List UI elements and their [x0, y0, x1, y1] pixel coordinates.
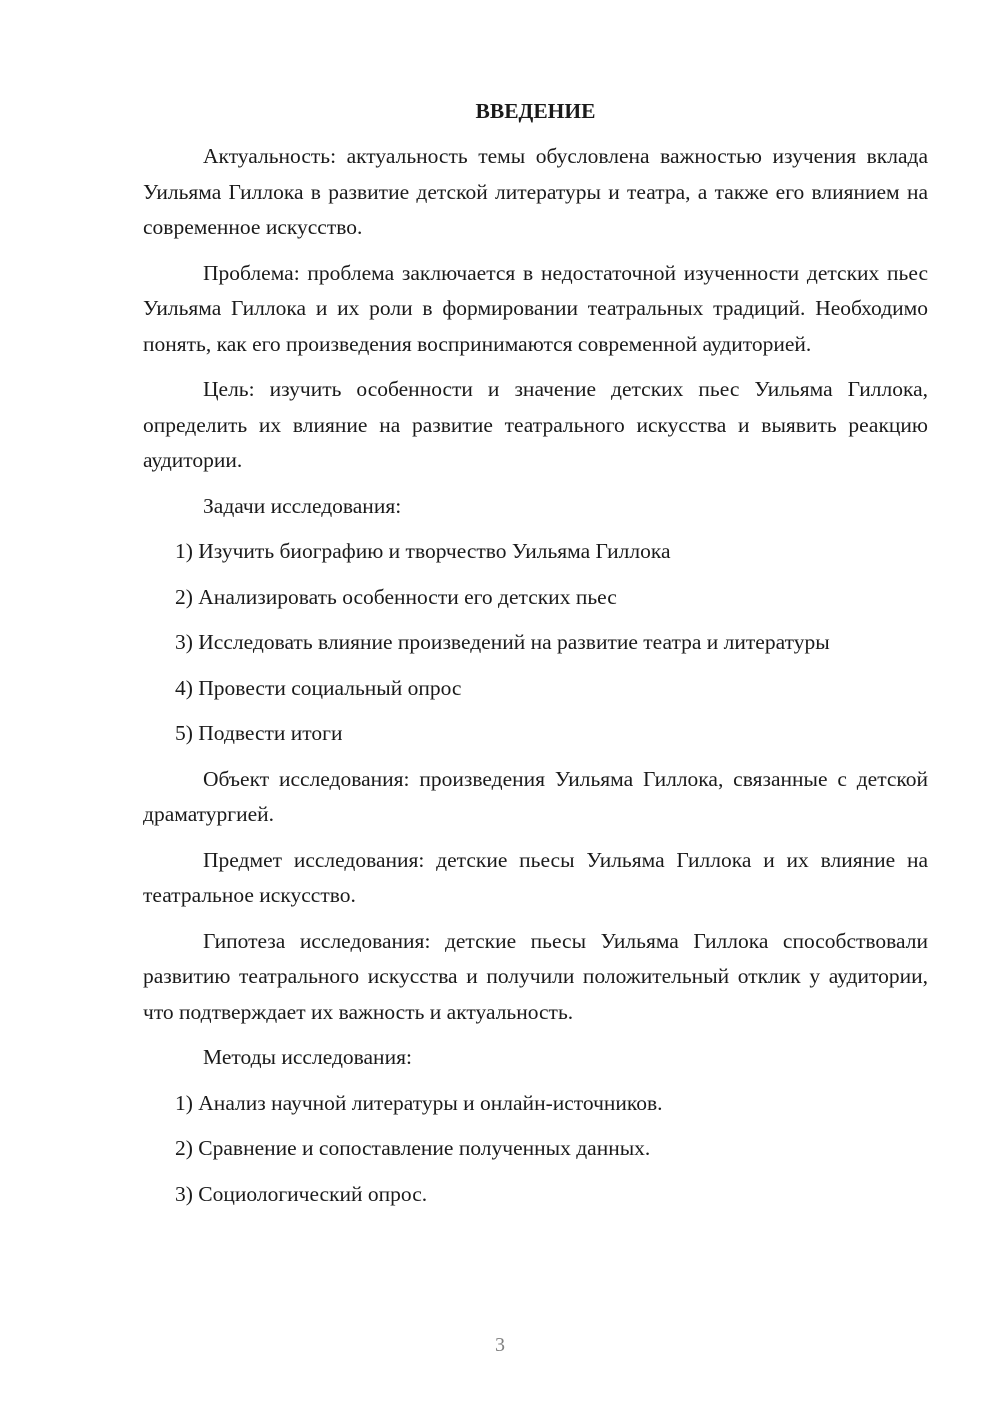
object-paragraph: Объект исследования: произведения Уильяма Гиллока, связанные с детской драматургией.: [143, 766, 928, 826]
page-number: 3: [495, 1334, 505, 1356]
document-page: [143, 96, 928, 1222]
task-item-5: 5) Подвести итоги: [175, 721, 343, 745]
section-heading: ВВЕДЕНИЕ: [475, 99, 596, 123]
subject-paragraph: Предмет исследования: детские пьесы Уильяма Гиллока и их влияние на театральное искусство.: [143, 847, 928, 907]
goal-paragraph: Цель: изучить особенности и значение детских пьес Уильяма Гиллока, определить их влияние на развитие театрального искусства и выявить реакцию аудитории.: [143, 377, 928, 472]
task-item-4: 4) Провести социальный опрос: [175, 675, 462, 700]
task-item-1: 1) Изучить биографию и творчество Уильяма Гиллока: [175, 539, 671, 563]
hypothesis-paragraph: Гипотеза исследования: детские пьесы Уильяма Гиллока способствовали развитию театрального искусства и получили положительный отклик у аудитории, что подтверждает их важность и актуальность.: [143, 928, 928, 1024]
problem-paragraph: Проблема: проблема заключается в недостаточной изученности детских пьес Уильяма Гиллока и их роли в формировании театральных традиций. Необходимо понять, как его произведения воспринимаются современной аудиторией.: [143, 260, 928, 356]
relevance-paragraph: Актуальность: актуальность темы обусловлена важностью изучения вклада Уильяма Гиллока в развитие детской литературы и театра, а также его влиянием на современное искусство.: [143, 144, 928, 239]
methods-title: Методы исследования:: [203, 1045, 412, 1069]
task-item-2: 2) Анализировать особенности его детских пьес: [175, 584, 617, 609]
tasks-title: Задачи исследования:: [203, 493, 402, 518]
method-item-2: 2) Сравнение и сопоставление полученных данных.: [175, 1136, 651, 1160]
method-item-1: 1) Анализ научной литературы и онлайн-источников.: [175, 1090, 663, 1115]
method-item-3: 3) Социологический опрос.: [175, 1181, 428, 1206]
task-item-3: 3) Исследовать влияние произведений на развитие театра и литературы: [175, 630, 830, 654]
